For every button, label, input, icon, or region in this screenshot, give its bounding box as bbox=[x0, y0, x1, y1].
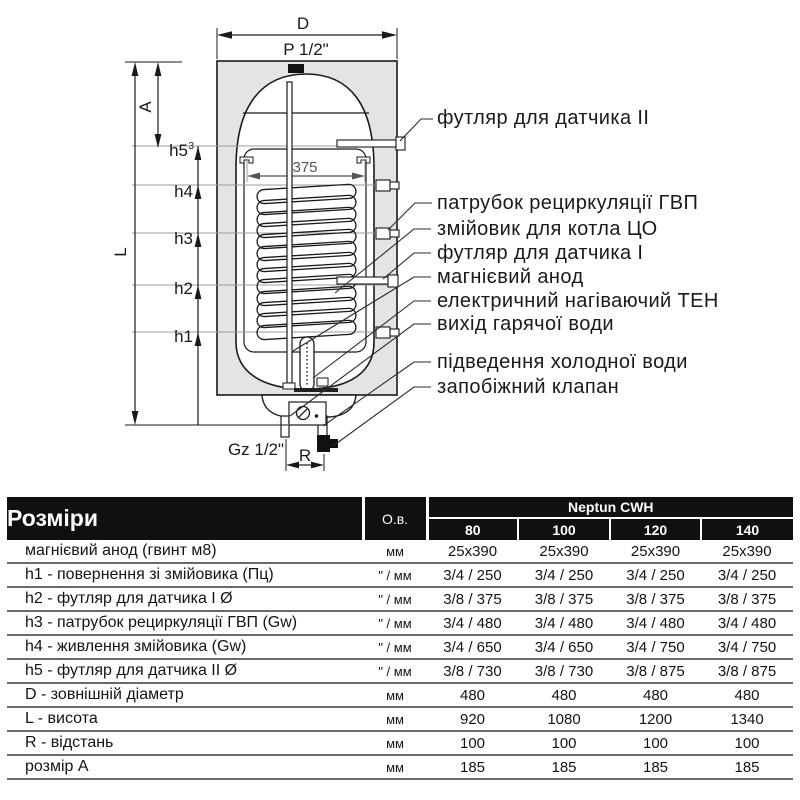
row-label: h1 - повернення зі змійовика (Пц) bbox=[7, 563, 363, 587]
table-row bbox=[7, 611, 793, 635]
row-label: h5 - футляр для датчика II Ø bbox=[7, 659, 363, 683]
row-unit: мм bbox=[363, 707, 427, 731]
row-label: розмір A bbox=[7, 755, 363, 779]
dimension-h4-label: h4 bbox=[174, 182, 193, 201]
row-value: 100 bbox=[518, 731, 610, 755]
row-unit: мм bbox=[363, 731, 427, 755]
row-label: h2 - футляр для датчика I Ø bbox=[7, 587, 363, 611]
dimension-h2-label: h2 bbox=[174, 279, 193, 298]
row-value: 185 bbox=[701, 755, 793, 779]
row-value: 3/4 / 250 bbox=[610, 563, 701, 587]
row-value: 3/4 / 650 bbox=[518, 635, 610, 659]
row-value: 480 bbox=[701, 683, 793, 707]
row-unit: мм bbox=[363, 540, 427, 563]
row-value: 3/4 / 480 bbox=[518, 611, 610, 635]
row-value: 100 bbox=[701, 731, 793, 755]
row-value: 185 bbox=[427, 755, 518, 779]
table-row bbox=[7, 563, 793, 587]
callout-recirculation-port: патрубок рециркуляції ГВП bbox=[437, 192, 699, 214]
anode-rod bbox=[287, 82, 292, 383]
row-value: 3/4 / 750 bbox=[610, 635, 701, 659]
row-value: 3/8 / 375 bbox=[427, 587, 518, 611]
callout-cold-water: підведення холодної води bbox=[437, 351, 688, 373]
row-value: 3/8 / 375 bbox=[610, 587, 701, 611]
callout-labels bbox=[437, 107, 719, 398]
anode-rod-foot bbox=[283, 383, 295, 389]
row-value: 185 bbox=[518, 755, 610, 779]
callout-anode: магнієвий анод bbox=[437, 266, 584, 288]
unit-column-header: О.в. bbox=[363, 497, 427, 540]
row-value: 3/4 / 250 bbox=[701, 563, 793, 587]
row-value: 3/8 / 730 bbox=[518, 659, 610, 683]
dimension-D-label: D bbox=[296, 14, 310, 33]
table-row bbox=[7, 540, 793, 563]
row-value: 25x390 bbox=[518, 540, 610, 563]
row-value: 185 bbox=[610, 755, 701, 779]
row-value: 920 bbox=[427, 707, 518, 731]
coil-return-port bbox=[376, 327, 399, 338]
row-value: 1080 bbox=[518, 707, 610, 731]
dimension-L-label: L bbox=[111, 247, 130, 257]
row-label: h4 - живлення змійовика (Gw) bbox=[7, 635, 363, 659]
row-unit: " / мм bbox=[363, 635, 427, 659]
model-header-100: 100 bbox=[518, 518, 610, 540]
row-value: 3/8 / 375 bbox=[701, 587, 793, 611]
row-value: 3/8 / 875 bbox=[610, 659, 701, 683]
row-unit: " / мм bbox=[363, 611, 427, 635]
model-header-140: 140 bbox=[701, 518, 793, 540]
row-value: 3/8 / 875 bbox=[701, 659, 793, 683]
row-value: 3/4 / 250 bbox=[427, 563, 518, 587]
row-value: 3/4 / 650 bbox=[427, 635, 518, 659]
connection-box bbox=[289, 402, 326, 425]
series-header: Neptun CWH bbox=[427, 497, 793, 518]
row-unit: мм bbox=[363, 683, 427, 707]
callout-coil: змійовик для котла ЦО bbox=[437, 218, 658, 240]
model-header-120: 120 bbox=[610, 518, 701, 540]
row-value: 100 bbox=[610, 731, 701, 755]
row-value: 3/4 / 480 bbox=[701, 611, 793, 635]
callout-hot-water: вихід гарячої води bbox=[437, 313, 614, 335]
callout-ten: електричний нагіваючий ТЕН bbox=[437, 290, 719, 312]
model-header-80: 80 bbox=[427, 518, 518, 540]
top-thread-label: P 1/2" bbox=[283, 40, 329, 59]
row-value: 1200 bbox=[610, 707, 701, 731]
table-row bbox=[7, 683, 793, 707]
dimension-L bbox=[111, 62, 138, 425]
row-unit: " / мм bbox=[363, 587, 427, 611]
row-unit: " / мм bbox=[363, 563, 427, 587]
dimension-h3-label: h3 bbox=[174, 229, 193, 248]
row-value: 480 bbox=[427, 683, 518, 707]
dimension-h1-label: h1 bbox=[174, 327, 193, 346]
dimension-h5-sup: 3 bbox=[188, 141, 195, 152]
table-row bbox=[7, 635, 793, 659]
table-row bbox=[7, 707, 793, 731]
top-cap bbox=[288, 64, 304, 73]
row-value: 25x390 bbox=[701, 540, 793, 563]
row-value: 25x390 bbox=[610, 540, 701, 563]
dimension-R-label: R bbox=[298, 446, 312, 465]
callout-sensor-sleeve-1: футляр для датчика I bbox=[437, 242, 644, 264]
row-value: 3/4 / 250 bbox=[518, 563, 610, 587]
spec-table bbox=[7, 497, 793, 780]
row-unit: мм bbox=[363, 755, 427, 779]
row-label: L - висота bbox=[7, 707, 363, 731]
hot-water-pipe bbox=[281, 416, 289, 437]
bottom-thread-label: Gz 1/2" bbox=[227, 440, 285, 459]
table-row bbox=[7, 755, 793, 779]
callout-safety-valve: запобіжний клапан bbox=[437, 376, 620, 398]
row-label: h3 - патрубок рециркуляції ГВП (Gw) bbox=[7, 611, 363, 635]
dimension-A-label: A bbox=[136, 101, 155, 113]
row-value: 25x390 bbox=[427, 540, 518, 563]
row-unit: " / мм bbox=[363, 659, 427, 683]
row-label: магнієвий анод (гвинт м8) bbox=[7, 540, 363, 563]
dimension-375-label: 375 bbox=[292, 159, 318, 176]
dimension-h5-label: h5 bbox=[169, 141, 188, 160]
dimension-A bbox=[136, 62, 161, 148]
h-dimension-labels bbox=[169, 141, 194, 346]
row-label: R - відстань bbox=[7, 731, 363, 755]
row-value: 480 bbox=[518, 683, 610, 707]
spec-table-header bbox=[7, 497, 793, 540]
table-title: Розміри bbox=[7, 497, 363, 540]
table-row bbox=[7, 587, 793, 611]
coil-feed-port bbox=[376, 180, 399, 191]
table-row bbox=[7, 659, 793, 683]
inner-vessel bbox=[244, 149, 366, 352]
row-value: 3/8 / 375 bbox=[518, 587, 610, 611]
row-value: 3/4 / 480 bbox=[610, 611, 701, 635]
row-label: D - зовнішній діаметр bbox=[7, 683, 363, 707]
callout-sensor-sleeve-2: футляр для датчика II bbox=[437, 107, 650, 129]
row-value: 1340 bbox=[701, 707, 793, 731]
row-value: 100 bbox=[427, 731, 518, 755]
safety-valve bbox=[317, 435, 338, 452]
row-value: 3/4 / 480 bbox=[427, 611, 518, 635]
row-value: 3/8 / 730 bbox=[427, 659, 518, 683]
recirculation-port bbox=[376, 228, 399, 239]
row-value: 480 bbox=[610, 683, 701, 707]
row-value: 3/4 / 750 bbox=[701, 635, 793, 659]
table-row bbox=[7, 731, 793, 755]
